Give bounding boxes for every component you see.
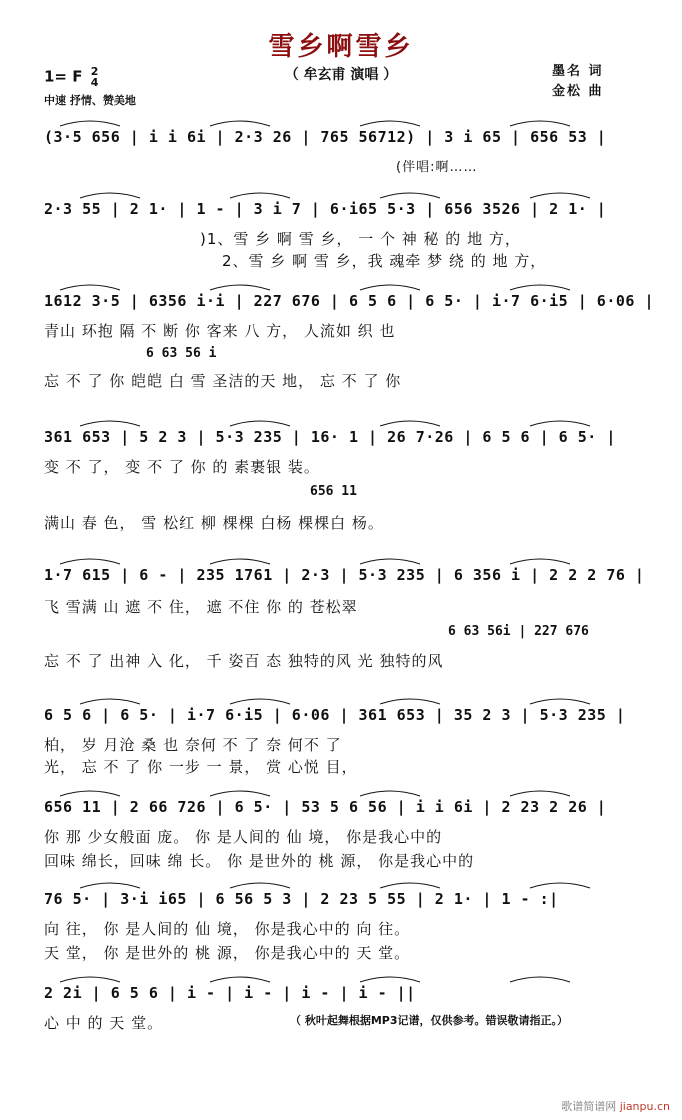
slur-mark: [360, 791, 420, 796]
slur-mark: [210, 559, 270, 564]
time-signature-top: 2: [90, 65, 99, 78]
notation-row-4: 361 653 | 5 2 3 | 5·3 235 | 16· 1 | 26 7·26 | 6 5 6 | 6 5· |: [44, 428, 616, 446]
slur-mark: [510, 121, 570, 126]
slur-mark: [380, 699, 440, 704]
lyricist-credit: 墨名 词: [552, 64, 604, 79]
slur-mark: [530, 193, 590, 198]
slur-mark: [510, 285, 570, 290]
slur-mark: [210, 977, 270, 982]
notation-row-3: 1612 3·5 | 6356 i·i | 227 676 | 6 5 6 | 6 5· | i·7 6·i5 | 6·06 |: [44, 292, 654, 310]
notation-row-5: 1·7 615 | 6 - | 235 1761 | 2·3 | 5·3 235 | 6 356 i | 2 2 2 76 |: [44, 566, 645, 584]
notation-row-7: 656 11 | 2 66 726 | 6 5· | 53 5 6 56 | i i 6i | 2 23 2 26 |: [44, 798, 607, 816]
slur-mark: [80, 421, 140, 426]
slur-mark: [210, 285, 270, 290]
slur-mark: [530, 699, 590, 704]
lyric-row-4-verse-1: 变 不 了， 变 不 了 你 的 素裹银 装。: [44, 458, 320, 476]
lyric-row-8-verse-2: 天 堂， 你 是世外的 桃 源， 你是我心中的 天 堂。: [44, 944, 411, 962]
lyric-row-5-verse-2: 忘 不 了 出神 入 化， 千 姿百 态 独特的风 光 独特的风: [44, 652, 444, 670]
time-signature-bottom: 4: [90, 76, 99, 89]
slur-mark: [210, 121, 270, 126]
singer-credit: （ 牟玄甫 演唱 ）: [284, 67, 398, 83]
key-signature: 1= F 2 4: [44, 65, 99, 89]
alt-notation-row-5: 6 63 56i | 227 676: [448, 624, 589, 639]
slur-mark: [80, 883, 140, 888]
slur-mark: [60, 977, 120, 982]
lyric-row-3-verse-2: 忘 不 了 你 皑皑 白 雪 圣洁的天 地， 忘 不 了 你: [44, 372, 402, 390]
slur-mark: [60, 121, 120, 126]
slur-mark: [380, 193, 440, 198]
slur-mark: [230, 883, 290, 888]
notation-row-9: 2 2i | 6 5 6 | i - | i - | i - | i - ||: [44, 984, 416, 1002]
slur-mark: [360, 977, 420, 982]
lyric-row-7-verse-2: 回味 绵长，回味 绵 长。 你 是世外的 桃 源， 你是我心中的: [44, 852, 475, 870]
lyric-row-9: 心 中 的 天 堂。: [44, 1014, 164, 1032]
watermark-site: 歌谱简谱网: [561, 1100, 617, 1113]
notation-row-8: 76 5· | 3·i i65 | 6 56 5 3 | 2 23 5 55 | 2 1· | 1 - :|: [44, 890, 559, 908]
slur-mark: [530, 421, 590, 426]
lyric-row-3-verse-1: 青山 环抱 隔 不 断 你 客来 八 方， 人流如 织 也: [44, 322, 396, 340]
slur-mark: [60, 791, 120, 796]
slur-mark: [230, 421, 290, 426]
lyric-row-5-verse-1: 飞 雪满 山 遮 不 住， 遮 不住 你 的 苍松翠: [44, 598, 358, 616]
notation-row-6: 6 5 6 | 6 5· | i·7 6·i5 | 6·06 | 361 653 | 35 2 3 | 5·3 235 |: [44, 706, 626, 724]
lyric-row-7-verse-1: 你 那 少女般面 庞。 你 是人间的 仙 境， 你是我心中的: [44, 828, 443, 846]
slur-mark: [60, 285, 120, 290]
watermark-url: jianpu.cn: [619, 1100, 670, 1113]
lyric-row-4-verse-2: 满山 春 色， 雪 松红 柳 棵棵 白杨 棵棵白 杨。: [44, 514, 384, 532]
slur-mark: [380, 421, 440, 426]
slur-mark: [360, 559, 420, 564]
lyric-row-1-accompaniment: (伴唱:啊……: [396, 160, 478, 175]
alt-notation-row-3: 6 63 56 i: [146, 346, 217, 361]
slur-mark: [60, 559, 120, 564]
notation-row-1: (3·5 656 | i i 6i | 2·3 26 | 765 56712) | 3 i 65 | 656 53 |: [44, 128, 607, 146]
watermark: [561, 1098, 670, 1114]
lyric-row-2-verse-1: )1、雪 乡 啊 雪 乡， 一 个 神 秘 的 地 方，: [200, 230, 521, 248]
lyric-row-6-verse-2: 光， 忘 不 了 你 一步 一 景， 赏 心悦 目，: [44, 758, 358, 776]
alt-notation-row-4: 656 11: [310, 484, 357, 499]
tempo-marking: 中速 抒情、赞美地: [44, 94, 136, 107]
lyric-row-6-verse-1: 柏， 岁 月沧 桑 也 奈何 不 了 奈 何不 了: [44, 736, 342, 754]
lyric-row-2-verse-2: 2、雪 乡 啊 雪 乡，我 魂牵 梦 绕 的 地 方，: [222, 252, 547, 270]
slur-mark: [230, 699, 290, 704]
slur-mark: [80, 193, 140, 198]
slur-mark: [510, 977, 570, 982]
slur-mark: [510, 791, 570, 796]
transcription-footnote: （ 秋叶起舞根据MP3记谱，仅供参考。错误敬请指正。）: [290, 1014, 568, 1027]
song-title: 雪乡啊雪乡: [268, 32, 414, 62]
slur-mark: [230, 193, 290, 198]
slur-mark: [530, 883, 590, 888]
lyric-row-8-verse-1: 向 往， 你 是人间的 仙 境， 你是我心中的 向 往。: [44, 920, 411, 938]
slur-mark: [210, 791, 270, 796]
notation-row-2: 2·3 55 | 2 1· | 1 - | 3 i 7 | 6·i65 5·3 | 656 3526 | 2 1· |: [44, 200, 607, 218]
slur-mark: [380, 883, 440, 888]
slur-mark: [510, 559, 570, 564]
slur-mark: [80, 699, 140, 704]
slur-mark: [360, 121, 420, 126]
slur-mark: [360, 285, 420, 290]
composer-credit: 金松 曲: [552, 84, 604, 99]
